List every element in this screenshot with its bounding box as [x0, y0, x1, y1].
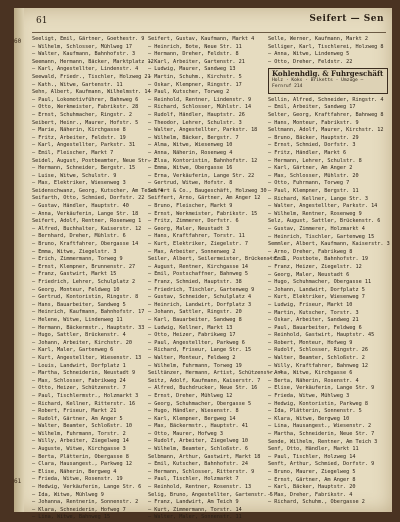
directory-entry: — Martin, Kutscher, Torstr. 3: [268, 309, 359, 316]
directory-entry: Selz, August, Sattler, Brückenstr. 6: [268, 218, 381, 225]
directory-entry: — Bruno, Bäcker, Hauptstr. 29: [268, 134, 359, 141]
directory-entry: — Alma, Witwe, Wiesenweg 10: [148, 142, 233, 149]
directory-entry: — Emil, Arbeiter, Sandweg 17: [268, 104, 356, 111]
directory-entry: Seibert, Heinr., Maurer, Hofstr. 5: [32, 119, 139, 126]
directory-entry: — Hugo, Händler, Wiesenstr. 8: [148, 408, 239, 415]
directory-entry: — Karl, Gärtner, Am Anger 2: [268, 165, 353, 172]
directory-entry: — Hugo, Schuhmacher, Obergasse 11: [268, 279, 372, 286]
directory-entry: — Willy, Arbeiter, Ziegelweg 14: [32, 438, 129, 445]
directory-entry: — Clara, Hausangest., Parkweg 12: [32, 461, 132, 468]
directory-entry: — Hedwig, Kontoristin, Parkweg 8: [268, 400, 368, 407]
directory-entry: — Fritz, Arbeiter, Feldstr. 19: [32, 134, 126, 141]
directory-entry: — Oskar, Arbeiter, Sandweg 21: [268, 317, 359, 324]
directory-entry: — Hedwig, Verkäuferin, Lange Str. 6: [32, 484, 142, 491]
directory-entry: Seidenschwanz, Georg, Kutscher, Am Teich 4: [32, 187, 164, 194]
directory-entry: — Karl, Maler, Gartenweg 6: [32, 347, 114, 354]
directory-entry: Seewald, Friedr., Tischler, Holzweg 21: [32, 73, 151, 80]
directory-entry: — Max, Schlosser, Fabrikweg 24: [32, 377, 126, 384]
column-middle: [148, 36, 286, 522]
directory-entry: — Kurt, Elektriker, Ziegelstr. 7: [148, 241, 248, 248]
directory-entry: — Ernst, Schuhmacher, Ringstr. 2: [32, 111, 132, 118]
directory-entry: — Berta, Näherin, Rosenstr. 4: [268, 377, 359, 384]
directory-entry: — Elise, Näherin, Bergweg 4: [32, 468, 117, 475]
directory-entry: — Franz, Schmied, Hauptstr. 38: [148, 279, 242, 285]
directory-entry: — Paul, Bauarbeiter, Feldweg 6: [268, 324, 362, 331]
directory-entry: — Georg, Schuhmacher, Obergasse 5: [148, 400, 252, 407]
directory-entry: — Emil, Fleischer, Markt 7: [32, 149, 114, 156]
column-right-top: [268, 36, 388, 66]
directory-entry: — Franz, Gastwirt, Markt 15: [32, 271, 117, 278]
directory-entry: — Rudolf, Händler, Hauptstr. 26: [148, 111, 245, 118]
directory-entry: Selle, Werner, Kaufmann, Markt 2: [268, 36, 368, 42]
directory-entry: — Otto, Heizer, Schützenstr. 7: [32, 385, 126, 392]
directory-entry: — Lina, Witwe, Bahnweg 15: [32, 514, 111, 521]
directory-entry: — Martin, Schuhm., Kirchstr. 5: [148, 73, 242, 80]
directory-entry: — Walter, Beamter, Schloßstr. 2: [268, 355, 365, 362]
directory-entry: — Friedrich, Lehrer, Schulplatz 2: [32, 279, 136, 285]
directory-entry: — Robert, Monteur, Hofweg 9: [268, 339, 353, 346]
directory-entry: — Bruno, Maurer, Ziegelweg 5: [268, 468, 356, 475]
edge-number: 61: [14, 478, 22, 485]
directory-entry: — Oskar, Klempner, Ringstr. 17: [148, 81, 242, 88]
directory-entry: — Emil, Postschaffner, Bahnweg 5: [148, 271, 248, 278]
directory-entry: Seemann, Hermann, Bäcker, Marktplatz 12: [32, 58, 154, 65]
directory-entry: — Hans, Kraftfahrer, Torstr. 11: [148, 233, 245, 240]
directory-entry: — Johann, Sattler, Ringstr. 20: [148, 309, 242, 316]
directory-entry: — Ernst, Gärtner, Am Anger 8: [268, 476, 356, 483]
directory-entry: Semmler, Albert, Kaufmann, Kaiserstr. 3: [268, 241, 390, 248]
directory-entry: — Kurt, Angestellter, Wiesenstr. 13: [32, 354, 142, 361]
directory-entry: — Richard, Schuhm., Obergasse 2: [268, 499, 365, 506]
directory-entry: — Lina, Hausangest., Wiesenstr. 2: [268, 423, 372, 430]
directory-entry: — Ida, Plätterin, Sonnenstr. 5: [268, 408, 362, 415]
directory-entry: — Emil, Postbote, Bahnhofstr. 19: [268, 256, 368, 263]
directory-entry: — Walter, Beamter, Schloßstr. 10: [32, 423, 132, 430]
directory-entry: — Otto, Fuhrmann, Torweg 7: [268, 180, 350, 187]
directory-entry: — Paul, Tischlermstr., Holzmarkt 3: [32, 392, 139, 399]
directory-entry: — Auguste, Witwe, Kirchgasse 3: [32, 446, 126, 453]
directory-entry: — Emma, Witwe, Ziegelstr. 3: [32, 248, 117, 255]
column-left: [32, 36, 164, 522]
directory-entry: — Wilhelm, Rentner, Rosenweg 9: [268, 210, 362, 217]
directory-entry: — Johann, Landwirt, Dorfplatz 5: [268, 286, 365, 293]
edge-number: 60: [14, 38, 22, 45]
directory-entry: Seiltänzer, Hermann, Artist, Schützenstr. 4: [148, 370, 283, 377]
directory-entry: — Martha, Schneiderin, Neustadt 9: [32, 370, 136, 377]
directory-entry: Senf, Otto, Händler, Markt 11: [268, 446, 359, 453]
directory-entry: Seeligt, Emil, Gärtner, Goethestr. 9: [32, 36, 145, 42]
directory-entry: — Walter, Angestellter, Parkstr. 14: [268, 203, 378, 210]
directory-entry: — Martha, Schneiderin, Neue Str. 7: [268, 431, 375, 437]
directory-entry: — Paul, Angestellter, Parkweg 6: [148, 339, 245, 346]
directory-entry: — Wilhelm, Bäcker, Bergstr. 7: [148, 134, 239, 141]
directory-entry: — Kurt, Zimmermann, Torstr. 14: [148, 506, 242, 513]
header-rule: [32, 32, 386, 33]
directory-entry: — Ernst, Werkmeister, Fabrikstr. 15: [148, 210, 258, 217]
directory-entry: — Ida, Witwe, Mühlweg 9: [32, 491, 104, 498]
directory-entry: — Klara, Witwe, Bergweg 10: [268, 415, 350, 422]
page-header: [14, 14, 392, 28]
directory-entry: — August, Rentner, Kirchgasse 14: [148, 263, 248, 270]
directory-entry: — Karl, Bäcker, Hauptstr. 20: [268, 484, 356, 491]
directory-entry: — Robert, Friseur, Markt 21: [32, 408, 117, 415]
directory-entry: — Bernhard, Dreher, Mühlstr. 6: [32, 233, 126, 240]
directory-entry: Seidel, August, Postbeamter, Neue Str. 2: [32, 157, 157, 164]
directory-entry: — Hugo, Sattler, Brückenstr. 4: [32, 332, 126, 339]
directory-entry: — Max, Arbeiter, Sonnenweg 2: [148, 248, 236, 255]
directory-entry: — Walter, Monteur, Feldweg 2: [148, 354, 236, 361]
directory-entry: — Karl, Klempner, Bergweg 14: [148, 415, 236, 422]
directory-entry: — Anna, Witwe, Kirchgasse 6: [268, 370, 353, 377]
directory-entry: — Ludwig, Friseur, Markt 10: [268, 301, 353, 308]
directory-entry: — Franz, Heizer, Ziegelstr. 12: [268, 263, 362, 270]
directory-entry: — Richard, Friseur, Lange Str. 15: [148, 347, 252, 354]
directory-entry: — Emil, Kutscher, Bahnhofstr. 24: [148, 461, 248, 468]
directory-entry: — Max, Schlosser, Mühlstr. 20: [268, 172, 359, 179]
directory-entry: — Arno, Dreher, Fabrikweg 8: [268, 248, 353, 255]
column-right-bottom: [268, 97, 388, 507]
directory-entry: — Walter, Angestellter, Parkstr. 18: [148, 127, 258, 134]
directory-entry: — Walter, Kaufmann, Bahnhofstr. 3: [32, 51, 136, 58]
directory-entry: — Karl, Bauarbeiter, Sandweg 8: [148, 316, 242, 323]
directory-entry: — Anna, Näherin, Rosenweg 4: [148, 149, 233, 156]
directory-entry: — Georg, Monteur, Feldweg 10: [32, 286, 120, 293]
directory-entry: Selbmann, Arthur, Gastwirt, Markt 18: [148, 453, 261, 460]
directory-entry: — Willy, Kraftfahrer, Bahnweg 12: [268, 362, 368, 369]
directory-entry: — Reinhold, Rentner, Rosenstr. 13: [148, 484, 252, 491]
directory-entry: — Johanna, Rentnerin, Sonnenstr. 2: [32, 499, 139, 506]
directory-entry: — Hermann, Schneider, Bergstr. 15: [32, 165, 136, 172]
directory-entry: — Ludwig, Maurer, Sandweg 13: [148, 66, 236, 73]
directory-entry: — Otto, Heizer, Fabrikweg 17: [148, 332, 236, 339]
directory-entry: — Max, Elektriker, Wiesenweg 3: [32, 180, 126, 187]
directory-entry: — Heinrich, Kaufmann, Bahnhofstr. 17: [32, 309, 145, 316]
directory-entry: — Georg, Maler, Neustadt 6: [268, 271, 350, 278]
directory-entry: — Paul, Lokomotivführer, Bahnweg 6: [32, 96, 139, 103]
directory-entry: — Gustav, Zimmerer, Holzmarkt 4: [268, 225, 365, 232]
directory-entry: — Hermann, Dreher, Feldstr. 8: [148, 51, 239, 58]
directory-entry: — Wilhelm, Schlosser, Mühlweg 17: [32, 43, 132, 50]
directory-entry: — Frieda, Witwe, Rosenstr. 19: [32, 476, 123, 483]
directory-entry: — Paul, Tischler, Holzmarkt 7: [148, 476, 239, 483]
directory-entry: Sende, Wilhelm, Rentner, Am Teich 3: [268, 438, 378, 445]
directory-entry: — Wilhelm, Beamter, Schloßstr. 6: [148, 446, 248, 453]
directory-entry: — Richard, Kellner, Lange Str. 3: [268, 195, 368, 202]
directory-entry: — Kath., Witwe, Gartenstr. 11: [32, 81, 123, 88]
directory-entry: — Ernst, Klempner, Brunnenstr. 27: [32, 263, 136, 270]
directory-entry: — Berta, Plätterin, Obergasse 8: [32, 453, 129, 460]
directory-entry: — Elsa, Kontoristin, Bahnhofstr. 12: [148, 157, 258, 164]
directory-entry: — Helene, Witwe, Lindenweg 11: [32, 316, 123, 323]
directory-entry: — Hermann, Lehrer, Schulstr. 8: [268, 157, 362, 164]
directory-entry: — Elise, Verkäuferin, Lange Str. 9: [268, 385, 375, 392]
directory-entry: Seitz, Adolf, Kaufmann, Kaiserstr. 7: [148, 377, 261, 384]
directory-entry: — Walter, Maler, Sonnenstr. 11: [148, 514, 242, 521]
directory-entry: — Otto, Werkmeister, Fabrikstr. 28: [32, 104, 139, 111]
advertisement-box: [268, 68, 388, 94]
directory-entry: — Gertrud, Kontoristin, Ringstr. 8: [32, 294, 139, 301]
directory-entry: — Frieda, Witwe, Mühlweg 3: [268, 393, 350, 400]
directory-entry: — Rudolf, Schlosser, Ringstr. 26: [268, 347, 368, 354]
directory-entry: — Fritz, Händler, Markt 6: [268, 150, 347, 157]
ad-business-name: Kohlenhdlg. & Fuhrgeschäft: [272, 69, 384, 79]
directory-entry: — Max, Bäckermstr., Hauptstr. 41: [148, 423, 248, 430]
directory-entry: — Richard, Kellner, Ritterstr. 16: [32, 400, 136, 407]
directory-entry: — Otto, Dreher, Feldstr. 22: [268, 58, 353, 65]
ad-details: Holz · Koks · Briketts · Umzüge — Fernruf 214: [272, 77, 364, 90]
column-right: [268, 36, 388, 507]
directory-entry: — Marie, Näherin, Kirchgasse 8: [32, 127, 126, 134]
directory-entry: — Klara, Schneiderin, Hofweg 7: [32, 506, 126, 513]
directory-entry: — Louis, Landwirt, Dorfplatz 1: [32, 362, 126, 369]
directory-entry: — Karl, Angestellter, Lindenstr. 4: [32, 66, 139, 73]
directory-entry: Sehn, Albert, Kaufmann, Wilhelmstr. 14: [32, 89, 151, 96]
directory-entry: — Hermann, Schlosser, Ritterstr. 9: [148, 468, 255, 475]
directory-entry: Seiler, Albert, Seilermeister, Brückenstr. 1: [148, 256, 286, 263]
directory-entry: Sellin, Alfred, Schneider, Ringstr. 4: [268, 96, 384, 103]
directory-entry: — Ernst, Schmied, Dorfstr. 3: [268, 142, 356, 149]
directory-entry: Seifert & Co., Baugeschäft, Holzweg 30: [148, 187, 267, 194]
directory-entry: Seifert, Gustav, Kaufmann, Markt 4: [148, 36, 255, 42]
directory-entry: — Paul, Kutscher, Torweg 2: [148, 89, 230, 96]
directory-entry: — Wilhelm, Fuhrmann, Torstr. 2: [32, 430, 126, 437]
directory-entry: — Rudolf, Gärtner, Am Anger 5: [32, 415, 123, 422]
directory-entry: — Alfred, Buchdrucker, Neue Str. 16: [148, 385, 258, 392]
directory-entry: Seiffert, Arno, Gärtner, Am Anger 12: [148, 195, 261, 202]
page-gutter: [14, 8, 24, 512]
directory-entry: — Karl, Arbeiter, Gartenstr. 21: [148, 58, 245, 65]
directory-entry: — Heinrich, Bote, Neue Str. 11: [148, 43, 242, 50]
directory-entry: — Reinhold, Rentner, Lindenstr. 9: [148, 96, 252, 103]
directory-entry: Selliger, Karl, Tischlerei, Holzweg 8: [268, 43, 384, 50]
directory-entry: — Hans, Monteur, Fabrikstr. 9: [268, 119, 359, 126]
directory-entry: — Friedrich, Tischler, Gartenweg 9: [148, 286, 255, 293]
running-title: Seifert — Sen: [309, 14, 384, 24]
directory-entry: — Fritz, Zimmerer, Dorfstr. 6: [148, 218, 239, 225]
directory-entry: — Franz, Landwirt, Am Teich 9: [148, 499, 239, 506]
directory-entry: — Otto, Maurer, Hofweg 3: [148, 430, 223, 437]
directory-entry: Seifarth, Otto, Schmied, Dorfstr. 22: [32, 195, 145, 202]
directory-entry: — Ernst, Dreher, Mühlweg 12: [148, 392, 233, 399]
directory-entry: — Bruno, Kraftfahrer, Obergasse 14: [32, 241, 139, 248]
directory-entry: Senft, Arthur, Schmied, Dorfstr. 9: [268, 461, 375, 468]
directory-entry: Seifert, Adolf, Rentner, Rosenweg 1: [32, 218, 142, 225]
directory-entry: — Georg, Maler, Neustadt 3: [148, 225, 230, 232]
directory-entry: Selig, Bruno, Angestellter, Gartenstr. 5: [148, 491, 273, 498]
directory-entry: — Anna, Witwe, Lindenweg 5: [268, 51, 350, 58]
directory-entry: — Gustav, Händler, Hauptstr. 40: [32, 203, 129, 210]
directory-entry: — Paul, Klempner, Bergstr. 11: [268, 188, 359, 194]
directory-entry: — Emma, Witwe, Obergasse 16: [148, 165, 233, 172]
directory-entry: — Max, Dreher, Fabrikstr. 4: [268, 491, 353, 498]
directory-entry: — Heinrich, Landwirt, Dorfplatz 3: [148, 301, 252, 308]
directory-entry: — Heinrich, Tischler, Gartenweg 15: [268, 233, 375, 240]
directory-page: [14, 8, 392, 521]
directory-entry: Selter, Georg, Kraftfahrer, Bahnweg 8: [268, 112, 384, 119]
directory-entry: — Wilhelm, Fuhrmann, Torweg 19: [148, 362, 242, 369]
directory-entry: — Rudolf, Arbeiter, Ziegelweg 10: [148, 438, 248, 445]
directory-entry: Seltmann, Adolf, Maurer, Kirchstr. 12: [268, 127, 384, 134]
directory-entry: — Hermann, Bäckermstr., Hauptstr. 33: [32, 324, 145, 331]
directory-entry: — Theodor, Lehrer, Schulstr. 3: [148, 119, 242, 126]
directory-entry: — Erna, Verkäuferin, Lange Str. 22: [148, 172, 255, 179]
directory-entry: — Gustav, Schneider, Schulplatz 4: [148, 294, 252, 301]
directory-entry: — Gertrud, Witwe, Hofstr. 8: [148, 180, 233, 187]
directory-entry: — Anna, Verkäuferin, Lange Str. 18: [32, 210, 139, 217]
directory-entry: — Luise, Witwe, Schulstr. 9: [32, 172, 117, 179]
page-number: 61: [36, 16, 48, 26]
directory-entry: — Reinhold, Gastwirt, Hauptstr. 45: [268, 332, 375, 339]
directory-entry: — Bruno, Fleischer, Markt 9: [148, 203, 233, 210]
directory-entry: — Karl, Angestellter, Parkstr. 31: [32, 142, 136, 149]
directory-entry: — Johann, Arbeiter, Kirchstr. 20: [32, 339, 132, 346]
directory-entry: — Richard, Schlosser, Mühlstr. 14: [148, 104, 252, 111]
directory-entry: — Hans, Bauarbeiter, Sandweg 5: [32, 301, 126, 308]
directory-entry: — Alfred, Buchhalter, Kaiserstr. 12: [32, 225, 142, 232]
directory-entry: — Ludwig, Kellner, Markt 13: [148, 324, 233, 331]
directory-entry: — Kurt, Elektriker, Wiesenweg 7: [268, 294, 365, 301]
directory-entry: — Paul, Tischler, Holzweg 14: [268, 453, 356, 460]
directory-entry: — Erich, Zimmermann, Torweg 9: [32, 256, 123, 263]
